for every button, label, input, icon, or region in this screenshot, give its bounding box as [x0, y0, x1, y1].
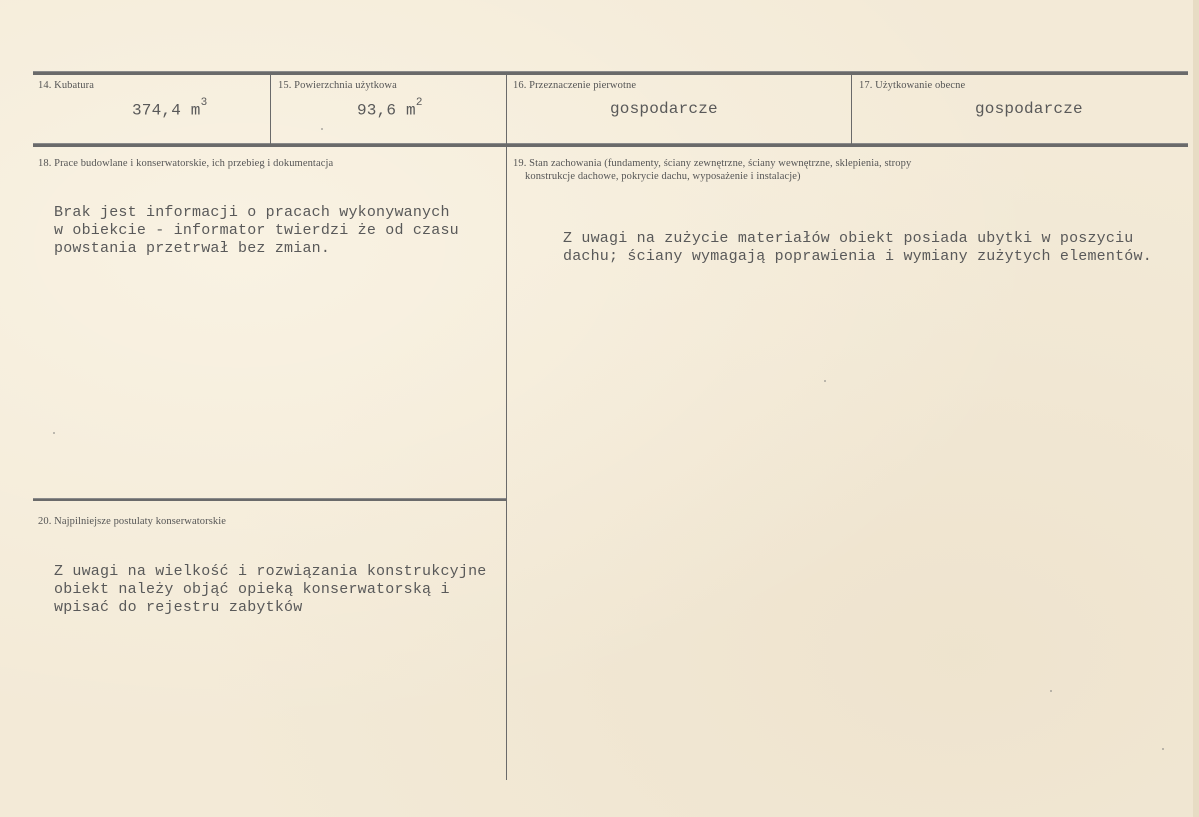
field-17-value: gospodarcze [975, 100, 1083, 118]
field-20-line-1: Z uwagi na wielkość i rozwiązania konstrukcyjne [54, 563, 487, 580]
field-14-label: 14. Kubatura [38, 80, 95, 91]
field-19-text [563, 230, 1152, 266]
field-15-exponent: 2 [415, 97, 423, 109]
paper-speck [1050, 690, 1052, 692]
field-18-line-1: Brak jest informacji o pracach wykonywanych [54, 204, 450, 221]
field-16-label: 16. Przeznaczenie pierwotne [513, 80, 637, 91]
field-20-label: 20. Najpilniejsze postulaty konserwatorskie [38, 516, 227, 527]
field-18-line-2: w obiekcie - informator twierdzi że od czasu [54, 222, 459, 239]
field-20-text [54, 563, 486, 617]
section-18-bottom-rule [33, 498, 506, 501]
field-19-line-2: dachu; ściany wymagają poprawienia i wymiany zużytych elementów. [563, 248, 1152, 265]
field-18-label: 18. Prace budowlane i konserwatorskie, ich przebieg i dokumentacja [38, 158, 334, 169]
column-divider-16-17 [851, 74, 852, 144]
field-20-line-2: obiekt należy objąć opieką konserwatorską i [54, 581, 450, 598]
top-rule [33, 71, 1188, 75]
paper-speck [824, 380, 826, 382]
field-15-value [357, 97, 423, 120]
card-edge [1193, 0, 1199, 817]
row-divider-rule [33, 143, 1188, 147]
field-20-line-3: wpisać do rejestru zabytków [54, 599, 303, 616]
field-15-number: 93,6 m [357, 101, 416, 120]
field-14-exponent: 3 [200, 97, 208, 109]
field-19-label [513, 157, 1133, 183]
field-19-label-line-2: konstrukcje dachowe, pokrycie dachu, wyposażenie i instalacje) [525, 171, 801, 182]
paper-speck [53, 432, 55, 434]
field-16-value: gospodarcze [610, 100, 718, 118]
field-19-label-line-1: 19. Stan zachowania (fundamenty, ściany zewnętrzne, ściany wewnętrzne, sklepienia, stropy [513, 158, 912, 169]
field-18-text [54, 204, 459, 258]
field-17-label: 17. Użytkowanie obecne [859, 80, 966, 91]
column-divider-14-15 [270, 74, 271, 144]
field-14-number: 374,4 m [132, 101, 201, 120]
field-19-line-1: Z uwagi na zużycie materiałów obiekt posiada ubytki w poszyciu [563, 230, 1134, 247]
field-15-label: 15. Powierzchnia użytkowa [278, 80, 397, 91]
field-18-line-3: powstania przetrwał bez zmian. [54, 240, 331, 257]
field-14-value [132, 97, 208, 120]
paper-speck [321, 128, 323, 130]
paper-speck [1162, 748, 1164, 750]
column-divider-main [506, 74, 507, 780]
